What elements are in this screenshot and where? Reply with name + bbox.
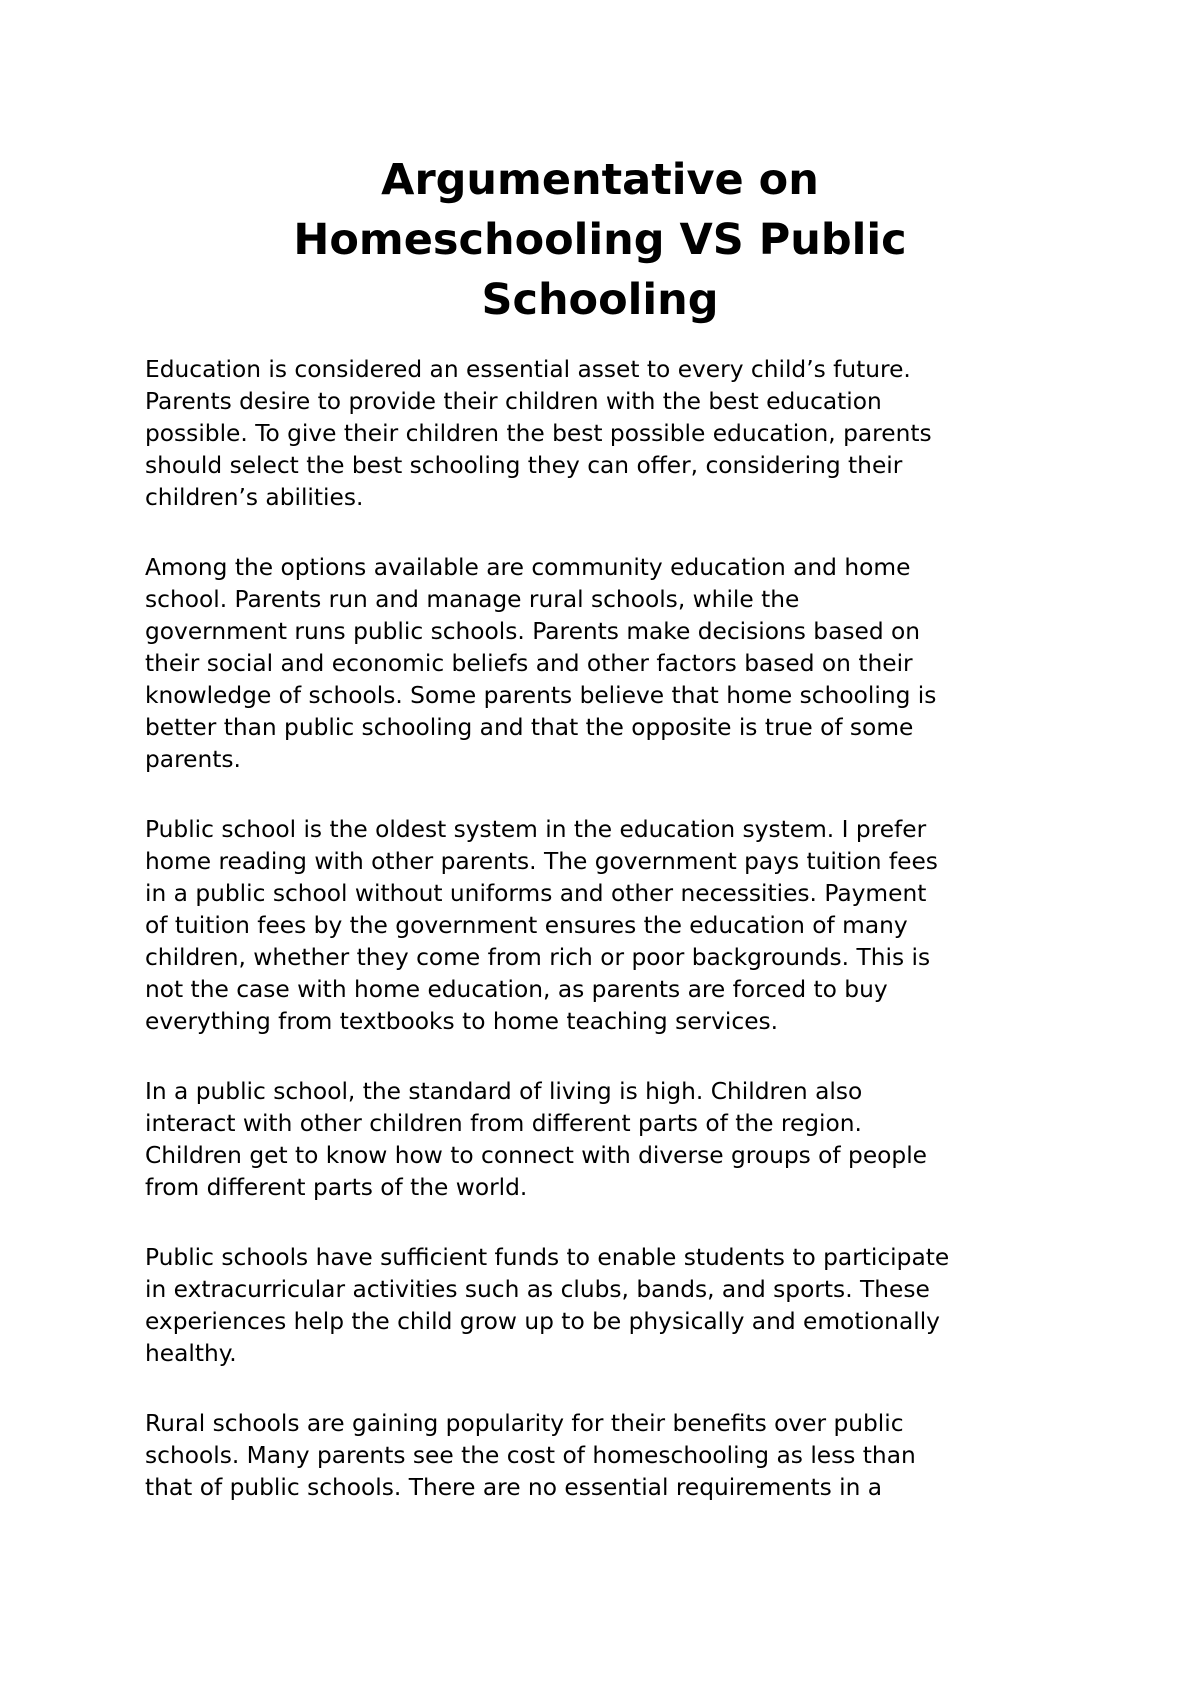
title-line: Argumentative on (381, 155, 819, 205)
text-line: should select the best schooling they can offer, considering their (145, 452, 903, 479)
text-line: experiences help the child grow up to be physically and emotionally (145, 1308, 940, 1335)
text-line: school. Parents run and manage rural schools, while the (145, 586, 800, 613)
text-line: Children get to know how to connect with diverse groups of people (145, 1142, 928, 1169)
text-line: Public schools have sufficient funds to enable students to participate (145, 1244, 950, 1271)
text-line: in a public school without uniforms and other necessities. Payment (145, 880, 927, 907)
text-line: Among the options available are community education and home (145, 554, 911, 581)
text-line: better than public schooling and that the opposite is true of some (145, 714, 914, 741)
text-line: that of public schools. There are no essential requirements in a (145, 1474, 883, 1501)
text-line: from different parts of the world. (145, 1174, 528, 1201)
text-line: home reading with other parents. The government pays tuition fees (145, 848, 938, 875)
text-line: of tuition fees by the government ensures the education of many (145, 912, 908, 939)
text-line: Parents desire to provide their children with the best education (145, 388, 882, 415)
text-line: In a public school, the standard of living is high. Children also (145, 1078, 863, 1105)
document-title (145, 150, 1055, 330)
paragraph (145, 552, 1095, 776)
text-line: in extracurricular activities such as clubs, bands, and sports. These (145, 1276, 930, 1303)
paragraph (145, 1242, 1095, 1370)
text-line: not the case with home education, as parents are forced to buy (145, 976, 888, 1003)
text-line: Rural schools are gaining popularity for their benefits over public (145, 1410, 904, 1437)
text-line: government runs public schools. Parents make decisions based on (145, 618, 921, 645)
text-line: everything from textbooks to home teaching services. (145, 1008, 779, 1035)
text-line: interact with other children from different parts of the region. (145, 1110, 862, 1137)
text-line: parents. (145, 746, 241, 773)
document-body (145, 354, 1095, 1542)
title-line: Schooling (481, 275, 719, 325)
text-line: knowledge of schools. Some parents believe that home schooling is (145, 682, 937, 709)
text-line: Public school is the oldest system in the education system. I prefer (145, 816, 927, 843)
title-line: Homeschooling VS Public (293, 215, 907, 265)
text-line: Education is considered an essential asset to every child’s future. (145, 356, 911, 383)
paragraph (145, 1408, 1095, 1504)
paragraph (145, 814, 1095, 1038)
text-line: possible. To give their children the best possible education, parents (145, 420, 932, 447)
text-line: schools. Many parents see the cost of homeschooling as less than (145, 1442, 916, 1469)
paragraph (145, 354, 1095, 514)
text-line: healthy. (145, 1340, 237, 1367)
text-line: children’s abilities. (145, 484, 364, 511)
paragraph (145, 1076, 1095, 1204)
text-line: their social and economic beliefs and other factors based on their (145, 650, 913, 677)
text-line: children, whether they come from rich or poor backgrounds. This is (145, 944, 931, 971)
